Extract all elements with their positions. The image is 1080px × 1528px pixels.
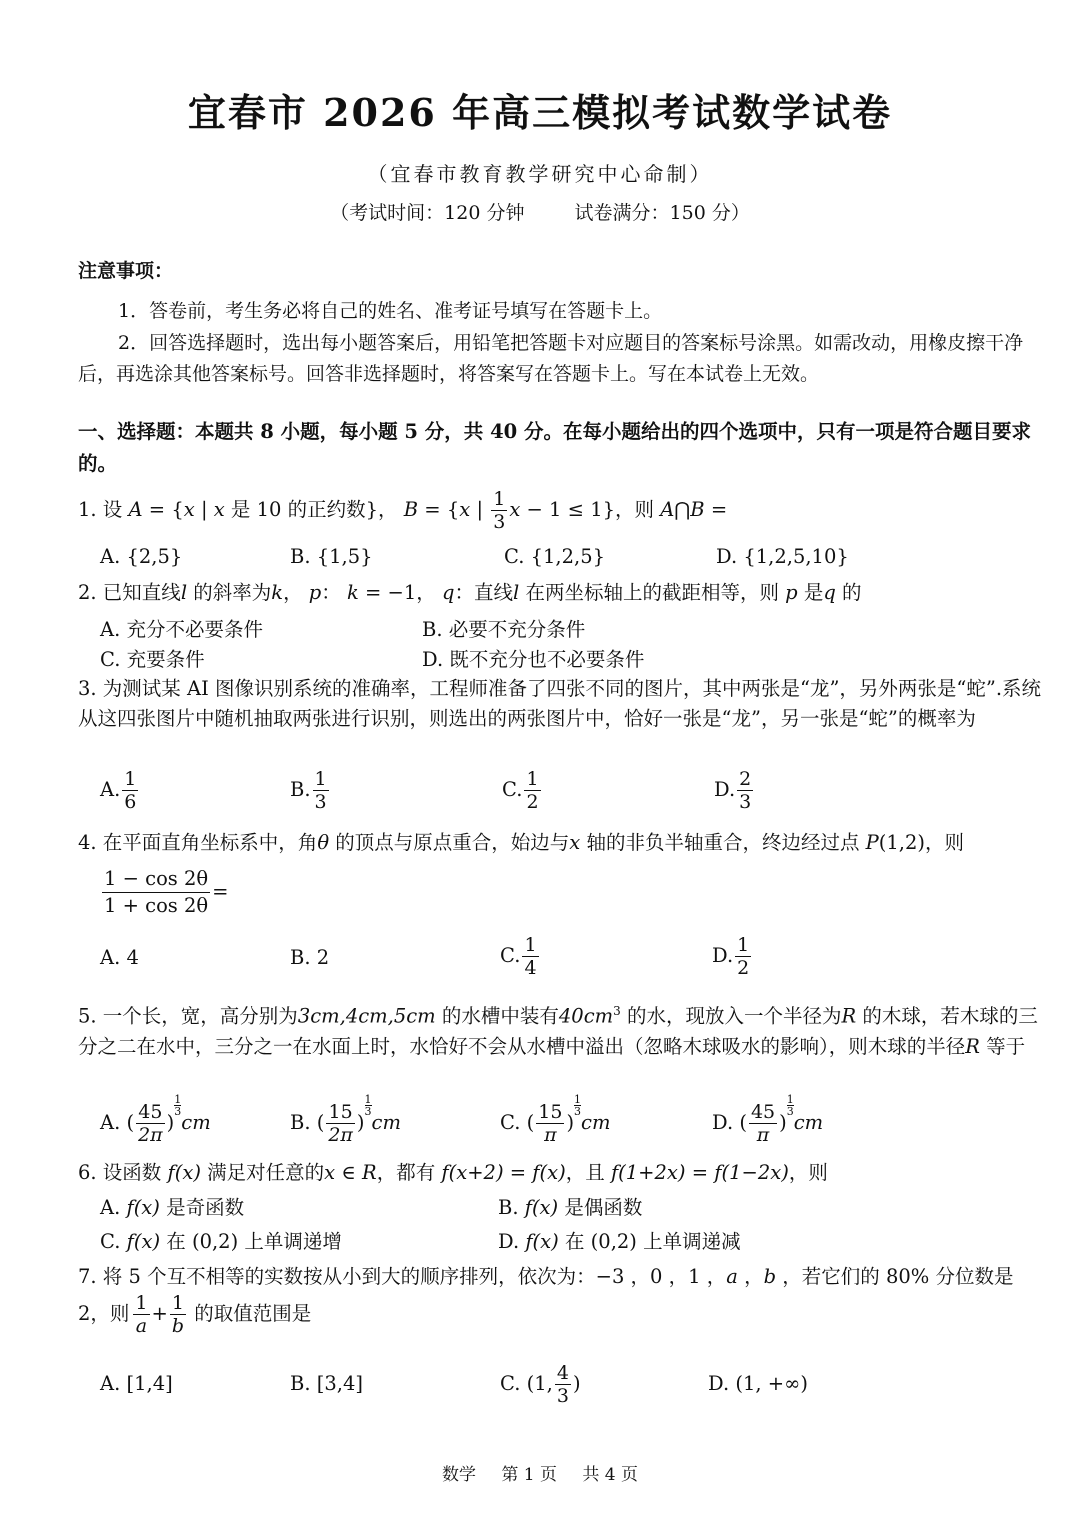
option-label: B. [290, 1111, 311, 1134]
q3-option-d [714, 768, 755, 813]
fraction-numerator: 45 [750, 1101, 776, 1123]
fraction-numerator: 1 [574, 1093, 582, 1106]
option-label: B. [290, 778, 311, 801]
footer-subject: 数学 [441, 1465, 476, 1485]
option-label: C. [500, 944, 521, 967]
q2-text: ， [283, 581, 309, 604]
q4-option-b: B. 2 [290, 946, 330, 969]
fraction-denominator: 3 [364, 1105, 372, 1118]
section-heading: 一、选择题：本题共 8 小题，每小题 5 分，共 40 分。在每小题给出的四个选项中，只有一项是符合题目要求的。 [78, 420, 1032, 475]
q7-plus: + [151, 1302, 168, 1325]
option-func: f(x) [126, 1230, 161, 1253]
option-text: C. (1, [500, 1372, 553, 1395]
q4-fraction [102, 866, 210, 919]
q5-var: R [965, 1034, 980, 1058]
unit: cm [793, 1111, 824, 1134]
notice-item-1: 1．答卷前，考生务必将自己的姓名、准考证号填写在答题卡上。 [118, 300, 663, 322]
q1-option-d: D. {1,2,5,10} [716, 545, 849, 568]
q4-var: θ [317, 831, 330, 854]
option-fraction [555, 1362, 571, 1407]
q5-dimensions: 3cm,4cm,5cm [297, 1004, 436, 1028]
q3-option-b [290, 768, 331, 813]
q6-func: f(x) [167, 1161, 201, 1184]
fraction-denominator: 3 [174, 1105, 182, 1118]
q3-option-c [502, 768, 543, 813]
q5-text: 5. 一个长，宽，高分别为 [78, 1004, 298, 1028]
q7-text: ， [737, 1265, 764, 1288]
q6-text: ，都有 [376, 1161, 442, 1184]
fraction-numerator: 1 [524, 934, 537, 956]
fraction-numerator: 1 [786, 1093, 794, 1106]
option-text: ) [572, 1372, 581, 1395]
option-func: f(x) [524, 1196, 559, 1219]
q6-text: 6. 设函数 [78, 1161, 168, 1184]
q3-option-a [100, 768, 140, 813]
q6-var: x [324, 1161, 336, 1184]
q2-var: l [180, 581, 188, 604]
q1-var: x [213, 498, 225, 521]
exponent-fraction [787, 1094, 794, 1117]
option-fraction [524, 768, 540, 813]
q6-func: f(x+2) = f(x) [441, 1161, 566, 1184]
q1-text: ⋂ [674, 498, 691, 521]
q2-var: q [442, 581, 455, 604]
q1-var: B [690, 498, 705, 521]
q2-option-d: D. 既不充分也不必要条件 [422, 648, 645, 671]
option-label: D. [498, 1230, 526, 1253]
q7-option-a: A. [1,4] [100, 1372, 173, 1395]
q1-text: = { [418, 498, 460, 521]
fraction-denominator: 2π [328, 1124, 353, 1146]
q1-option-c: C. {1,2,5} [504, 545, 606, 568]
q4-option-d [712, 934, 753, 979]
option-func: f(x) [525, 1230, 559, 1253]
fraction-denominator: 3 [314, 791, 327, 813]
fraction-denominator: 2 [526, 791, 539, 813]
q5-text: 等于 [979, 1034, 1026, 1058]
q4-options [100, 934, 1040, 994]
q6-func: f(1+2x) = f(1−2x) [610, 1161, 789, 1184]
q5-option-d: D. ( $\frac{45}{\pi}$ ) $\frac{1}{3}cm$ [712, 1093, 824, 1146]
unit: cm [371, 1111, 401, 1134]
q5-option-c: C. ( $\frac{15}{\pi}$ ) $\frac{1}{3}cm$ [500, 1093, 611, 1146]
fraction-numerator: 4 [556, 1362, 569, 1384]
unit: cm [581, 1111, 611, 1134]
q4-var: P [865, 831, 879, 854]
exponent-fraction [365, 1094, 372, 1117]
option-fraction [522, 934, 538, 979]
q2-option-a: A. 充分不必要条件 [100, 618, 263, 641]
q3-options [100, 768, 1040, 828]
q4-option-c [500, 934, 541, 979]
q5-option-a: A. ( $\frac{45}{2\pi}$ ) $\frac{1}{3}cm$ [100, 1093, 211, 1146]
q1-option-a: A. {2,5} [100, 545, 183, 568]
q1-var: x [509, 498, 521, 521]
q1-text: = [704, 498, 728, 521]
fraction-denominator: 3 [739, 791, 752, 813]
option-fraction [749, 1101, 777, 1146]
fraction-numerator: 1 [493, 488, 506, 510]
q7-option-d: D. (1, +∞) [708, 1372, 808, 1395]
q5-text: 的木球，若木球的三分之二在水中，三分之一在水面上时，水恰好不会从水槽中溢出（忽略木球吸水的影响），则木球的半径 [78, 1004, 1038, 1058]
q6-option-a [100, 1192, 244, 1220]
q7-fraction-2 [170, 1292, 186, 1337]
q1-var: A [660, 498, 675, 521]
q2-text: 是 [797, 581, 824, 604]
fraction-numerator: 1 [364, 1093, 372, 1106]
question-4 [78, 828, 1043, 858]
q6-text: 满足对任意的 [200, 1161, 325, 1184]
question-6 [78, 1158, 1043, 1188]
option-label: C. [502, 778, 523, 801]
fraction-numerator: 15 [326, 1101, 355, 1124]
fraction-denominator: 6 [124, 791, 137, 813]
option-label: A. [100, 1196, 127, 1219]
option-fraction [136, 1101, 165, 1146]
fraction-numerator: 15 [538, 1101, 563, 1123]
q1-text: 1. 设 [78, 498, 129, 521]
q7-option-c [500, 1362, 581, 1407]
option-fraction [737, 768, 753, 813]
fraction-numerator: 1 [526, 768, 539, 790]
fraction-denominator: 3 [493, 511, 506, 533]
fraction-denominator: 2 [737, 957, 750, 979]
fraction-numerator: 45 [136, 1101, 165, 1124]
option-fraction [122, 768, 138, 813]
q2-text: = −1， [358, 581, 442, 604]
q5-text: 的水，现放入一个半径为 [620, 1004, 842, 1028]
option-text: 是奇函数 [159, 1196, 245, 1219]
q6-option-c [100, 1226, 342, 1254]
question-1 [78, 488, 1043, 533]
q2-var: q [823, 581, 836, 604]
page-footer [0, 1460, 1080, 1485]
q6-option-d [498, 1226, 741, 1254]
option-text: 在 (0,2) 上单调递增 [160, 1230, 342, 1253]
q6-options-row-2 [100, 1226, 1040, 1266]
q4-option-a: A. 4 [100, 946, 139, 969]
notice-heading: 注意事项： [78, 260, 174, 282]
exam-title: 宜春市 2026 年高三模拟考试数学试卷 [187, 90, 893, 135]
exponent-fraction [574, 1094, 581, 1117]
exam-info [0, 198, 1080, 225]
q1-fraction [491, 488, 507, 533]
q1-var: x [459, 498, 471, 521]
q2-text: ： [321, 581, 347, 604]
fraction-denominator: a [135, 1315, 148, 1337]
footer-page-number: 第 1 页 [501, 1465, 557, 1485]
q2-text: ：直线 [454, 581, 513, 604]
exam-time: （考试时间：120 分钟 [330, 202, 525, 224]
q7-var: b [763, 1265, 777, 1288]
q4-equals: = [212, 880, 229, 903]
option-text: 在 (0,2) 上单调递减 [558, 1230, 741, 1253]
q1-text: | [194, 498, 214, 521]
q7-options [100, 1362, 1040, 1422]
q2-text: 的斜率为 [187, 581, 272, 604]
q7-option-b: B. [3,4] [290, 1372, 363, 1395]
q2-var: k [346, 581, 359, 604]
question-5 [78, 996, 1043, 1062]
q7-var: a [726, 1265, 738, 1288]
q2-text: 在两坐标轴上的截距相等，则 [519, 581, 786, 604]
q4-var: x [569, 831, 581, 854]
notice-item-2: 2．回答选择题时，选出每小题答案后，用铅笔把答题卡对应题目的答案标号涂黑。如需改动，用橡皮擦干净后，再选涂其他答案标号。回答非选择题时，将答案写在答题卡上。写在本试卷上无效。 [78, 332, 1024, 385]
fraction-denominator: π [544, 1124, 557, 1146]
full-score: 试卷满分：150 分） [574, 202, 750, 224]
q1-text: = { [142, 498, 184, 521]
fraction-denominator: 4 [524, 957, 537, 979]
q1-text: 是 10 的正约数}， [224, 498, 404, 521]
fraction-denominator: 1 + cos 2θ [104, 894, 209, 917]
option-label: A. [100, 1111, 121, 1134]
footer-total-pages: 共 4 页 [582, 1465, 639, 1485]
q5-options [100, 1094, 1040, 1154]
option-label: D. [712, 1111, 734, 1134]
q7-text: ，若它们的 80% 分位数是 2，则 [78, 1265, 1014, 1325]
q2-option-c: C. 充要条件 [100, 648, 205, 671]
q1-text: | [470, 498, 490, 521]
exam-subtitle: （宜春市教育教学研究中心命制） [367, 162, 713, 186]
fraction-numerator: 1 [124, 768, 137, 790]
option-label: D. [712, 944, 734, 967]
q6-option-b [498, 1192, 642, 1220]
option-func: f(x) [126, 1196, 160, 1219]
fraction-denominator: 3 [574, 1105, 582, 1118]
q2-var: p [308, 581, 322, 604]
q1-var: B [403, 498, 419, 521]
q1-option-b: B. {1,5} [290, 545, 373, 568]
fraction-denominator: π [756, 1124, 770, 1146]
q5-option-b: B. ( $\frac{15}{2\pi}$ ) $\frac{1}{3}cm$ [290, 1093, 401, 1146]
q2-var: p [785, 581, 798, 604]
q1-var: A [128, 498, 143, 521]
fraction-denominator: 3 [786, 1105, 794, 1118]
q6-text: ，且 [565, 1161, 611, 1184]
q7-text: 7. 将 5 个互不相等的实数按从小到大的顺序排列，依次为：−3 ，0 ，1 ， [78, 1265, 727, 1288]
option-label: D. [714, 778, 736, 801]
q1-text: − 1 ≤ 1}，则 [520, 498, 661, 521]
q6-text: ∈ [335, 1161, 362, 1184]
q4-expression [100, 866, 400, 919]
option-fraction [536, 1101, 564, 1146]
unit: cm [181, 1111, 211, 1134]
q5-volume: 40cm [558, 1004, 614, 1028]
option-label: C. [500, 1111, 521, 1134]
question-7 [78, 1262, 1043, 1337]
option-fraction [735, 934, 751, 979]
fraction-denominator: 3 [556, 1385, 569, 1407]
q4-text: 轴的非负半轴重合，终边经过点 [580, 831, 866, 854]
fraction-denominator: 2π [138, 1124, 163, 1146]
fraction-numerator: 2 [739, 768, 752, 790]
fraction-numerator: 1 [135, 1292, 148, 1314]
fraction-numerator: 1 [174, 1093, 182, 1106]
question-2 [78, 578, 1043, 608]
q2-text: 2. 已知直线 [78, 581, 181, 604]
option-label: B. [498, 1196, 525, 1219]
q1-var: x [183, 498, 195, 521]
fraction-denominator: b [171, 1315, 185, 1337]
fraction-numerator: 1 [314, 768, 327, 790]
fraction-numerator: 1 [737, 934, 750, 956]
q6-text: ，则 [788, 1161, 828, 1184]
q2-option-b: B. 必要不充分条件 [422, 618, 586, 641]
fraction-numerator: 1 [170, 1292, 186, 1315]
fraction-numerator: 1 − cos 2θ [102, 866, 210, 893]
option-label: A. [100, 778, 121, 801]
q6-var: R [362, 1161, 377, 1184]
option-fraction [326, 1101, 355, 1146]
q4-text: 的顶点与原点重合，始边与 [329, 831, 570, 854]
q5-text: 的水槽中装有 [435, 1004, 559, 1028]
q4-text: 4. 在平面直角坐标系中，角 [78, 831, 318, 854]
q2-var: l [513, 581, 520, 604]
q5-var: R [841, 1004, 857, 1028]
option-text: 是偶函数 [558, 1196, 643, 1219]
q5-exponent: 3 [613, 1004, 621, 1018]
question-3: 3. 为测试某 AI 图像识别系统的准确率，工程师准备了四张不同的图片，其中两张是“龙”，另外两张是“蛇”.系统从这四张图片中随机抽取两张进行识别，则选出的两张图片中，恰好一张是“龙”，另一张是“蛇”的概率为 [78, 677, 1042, 730]
option-label: C. [100, 1230, 127, 1253]
q7-text: 的取值范围是 [188, 1302, 312, 1325]
option-fraction [313, 768, 329, 813]
q2-var: k [271, 581, 284, 604]
q4-text: (1,2)，则 [878, 831, 965, 854]
q7-fraction-1 [133, 1292, 149, 1337]
q2-text: 的 [835, 581, 862, 604]
